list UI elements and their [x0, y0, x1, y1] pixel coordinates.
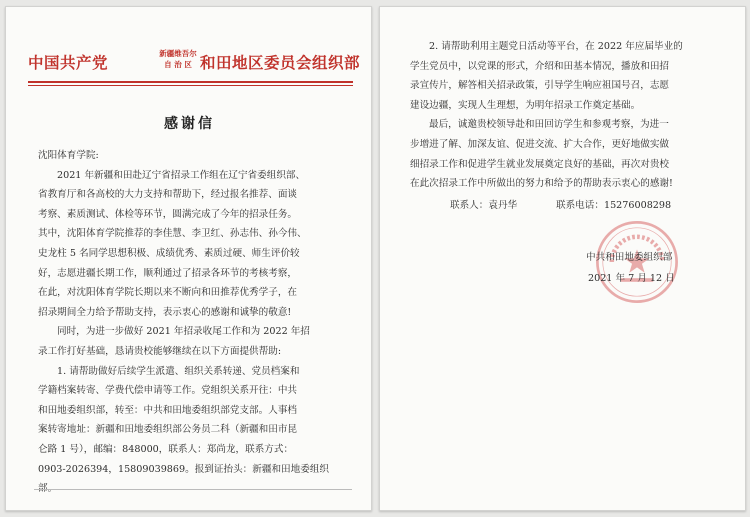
letter-body-right — [410, 37, 720, 194]
signature-date: 2021 年 7 月 12 日 — [588, 273, 675, 284]
body-line: 细招录工作和促进学生就业发展奠定良好的基础，再次对贵校 — [410, 158, 670, 170]
body-line: 史龙柱 5 名同学思想积极、成绩优秀、素质过硬、师生评价较 — [38, 247, 300, 259]
signature-organization: 中共和田地委组织部 — [586, 252, 673, 263]
letter-page-2 — [379, 6, 746, 511]
body-line: 仑路 1 号），邮编：848000，联系人：郑尚龙，联系方式： — [38, 443, 294, 455]
body-line: 0903-2026394，15809039869。报到证抬头：新疆和田地委组织 — [38, 463, 330, 475]
body-line: 案转寄地址：新疆和田地委组织部公务员二科（新疆和田市昆 — [38, 424, 298, 436]
contact-person: 联系人：袁丹华 — [450, 200, 518, 211]
body-line: 省教育厅和各高校的大力支持和帮助下，经过报名推荐、面谈 — [38, 189, 298, 201]
letterhead-region-line-2: 自 治 区 — [164, 60, 192, 69]
letterhead — [28, 45, 361, 79]
contact-phone: 联系电话：15276008298 — [556, 200, 672, 211]
body-line: 2021 年新疆和田赴辽宁省招录工作组在辽宁省委组织部、 — [57, 169, 306, 181]
body-line: 学生党员中，以党课的形式，介绍和田基本情况，播放和田招 — [410, 60, 670, 72]
letter-title: 感谢信 — [164, 116, 215, 132]
body-line: 考察、素质测试、体检等环节，圆满完成了今年的招录任务。 — [38, 208, 298, 220]
body-line: 好，志愿进疆长期工作，顺利通过了招录各环节的考核考察， — [38, 267, 298, 279]
body-line: 在此，对沈阳体育学院长期以来不断向和田推荐优秀学子，在 — [38, 287, 298, 299]
body-line: 在此次招录工作中所做出的努力和给予的帮助表示衷心的感谢! — [410, 178, 673, 190]
letter-page-1 — [5, 6, 372, 511]
body-line: 1. 请帮助做好后续学生派遣、组织关系转递、党员档案和 — [57, 365, 300, 377]
letter-body-left — [38, 146, 343, 499]
letterhead-rule-thin — [28, 85, 353, 86]
salutation: 沈阳体育学院: — [38, 150, 99, 161]
body-line: 和田地委组织部，转至：中共和田地委组织部党支部。人事档 — [38, 404, 298, 416]
letterhead-rule-thick — [28, 81, 353, 83]
body-line: 建设边疆，实现人生理想，为明年招录工作奠定基础。 — [410, 99, 641, 111]
letterhead-party-name: 中国共产党 — [28, 53, 109, 72]
body-line: 步增进了解、加深友谊、促进交流、扩大合作，更好地做实做 — [410, 138, 670, 150]
body-line: 2. 请帮助利用主题党日活动等平台，在 2022 年应届毕业的 — [429, 41, 683, 52]
body-line: 同时，为进一步做好 2021 年招录收尾工作和为 2022 年招 — [57, 326, 310, 338]
body-line: 录宣传片，解答相关招录政策，引导学生响应祖国号召，志愿 — [410, 80, 670, 92]
page-bottom-rule — [34, 489, 352, 490]
body-line: 最后，诚邀贵校领导赴和田回访学生和参观考察，为进一 — [429, 119, 669, 131]
letterhead-region-stack — [156, 48, 200, 70]
letterhead-region-line-1: 新疆维吾尔 — [159, 49, 197, 58]
letterhead-dept-name: 和田地区委员会组织部 — [200, 53, 361, 72]
body-line: 招录期间全力给予帮助支持，表示衷心的感谢和诚挚的敬意! — [38, 306, 292, 318]
body-line: 学籍档案转寄、学费代偿申请等工作。党组织关系开往：中共 — [38, 385, 298, 397]
body-line: 录工作打好基础，恳请贵校能够继续在以下方面提供帮助: — [38, 345, 282, 357]
body-line: 其中，沈阳体育学院推荐的李佳慧、李卫红、孙志伟、孙今伟、 — [38, 228, 307, 240]
